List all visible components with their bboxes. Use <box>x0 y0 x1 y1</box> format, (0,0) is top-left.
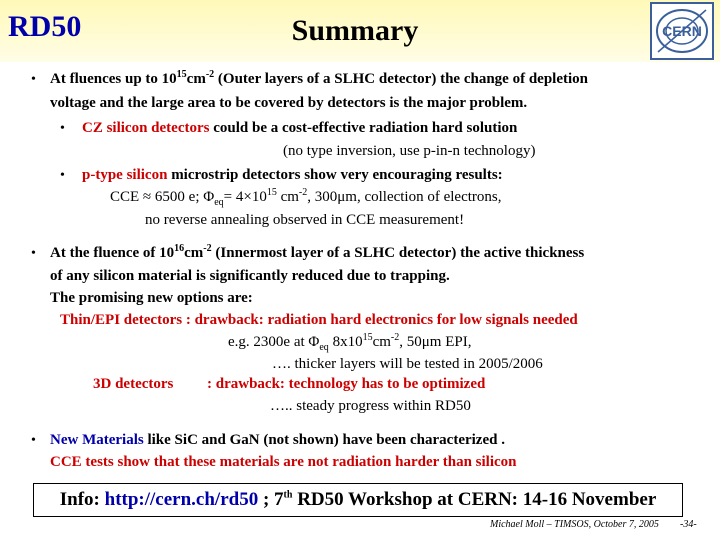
bullet-dot: • <box>31 246 36 261</box>
footer-credit: Michael Moll – TIMSOS, October 7, 2005 <box>490 519 659 530</box>
bullet1-line2: voltage and the large area to be covered by detectors is the major problem. <box>50 95 528 111</box>
page-title: Summary <box>291 14 419 47</box>
bullet1-sub1-note: (no type inversion, use p-in-n technology) <box>283 143 536 159</box>
bullet3-line1: New Materials like SiC and GaN (not shown) have been characterized . <box>50 432 505 448</box>
bullet1-sub1: CZ silicon detectors could be a cost-effective radiation hard solution <box>82 120 518 136</box>
bullet-dot: • <box>31 433 36 448</box>
3d-option-drawback: : drawback: technology has to be optimized <box>207 376 486 392</box>
bullet-dot: • <box>60 168 65 183</box>
epi-example: e.g. 2300e at $\Phi_{eq}$ $8x10^{15}cm^{-2}$, 50μm EPI, <box>228 332 472 353</box>
page-number: -34- <box>680 519 697 530</box>
bullet1-sub2: p-type silicon microstrip detectors show very encouraging results: <box>82 167 503 183</box>
info-box: Info: http://cern.ch/rd50 ; 7th RD50 Workshop at CERN: 14-16 November <box>33 483 683 517</box>
bullet3-line2: CCE tests show that these materials are not radiation harder than silicon <box>50 454 517 470</box>
bullet-dot: • <box>60 121 65 136</box>
bullet1-line1: At fluences up to $10^{15}cm^{-2}$ (Outer layers of a SLHC detector) the change of depletion <box>50 69 588 87</box>
title-bar <box>0 0 720 62</box>
cern-logo <box>650 2 714 60</box>
3d-option-label: 3D detectors <box>93 376 174 392</box>
bullet1-sub2-line3: no reverse annealing observed in CCE measurement! <box>145 212 465 228</box>
bullet2-line2: of any silicon material is significantly reduced due to trapping. <box>50 268 450 284</box>
rd50-link[interactable]: http://cern.ch/rd50 <box>104 489 259 510</box>
bullet2-line1: At the fluence of $10^{16}cm^{-2}$ (Innermost layer of a SLHC detector) the active thickness <box>50 243 585 261</box>
epi-option: Thin/EPI detectors : drawback: radiation hard electronics for low signals needed <box>60 312 578 328</box>
brand-label: RD50 <box>8 10 82 43</box>
epi-thicker-note: …. thicker layers will be tested in 2005/2006 <box>272 356 543 372</box>
logo-text: CERN <box>662 23 702 39</box>
bullet2-line3: The promising new options are: <box>50 290 253 306</box>
bullet-dot: • <box>31 72 36 87</box>
3d-progress-note: ….. steady progress within RD50 <box>270 398 471 414</box>
bullet1-sub2-line2: CCE ≈ 6500 e; $\Phi_{eq}= 4\times 10^{15}$ $cm^{-2}$, 300μm, collection of electrons, <box>110 187 502 208</box>
